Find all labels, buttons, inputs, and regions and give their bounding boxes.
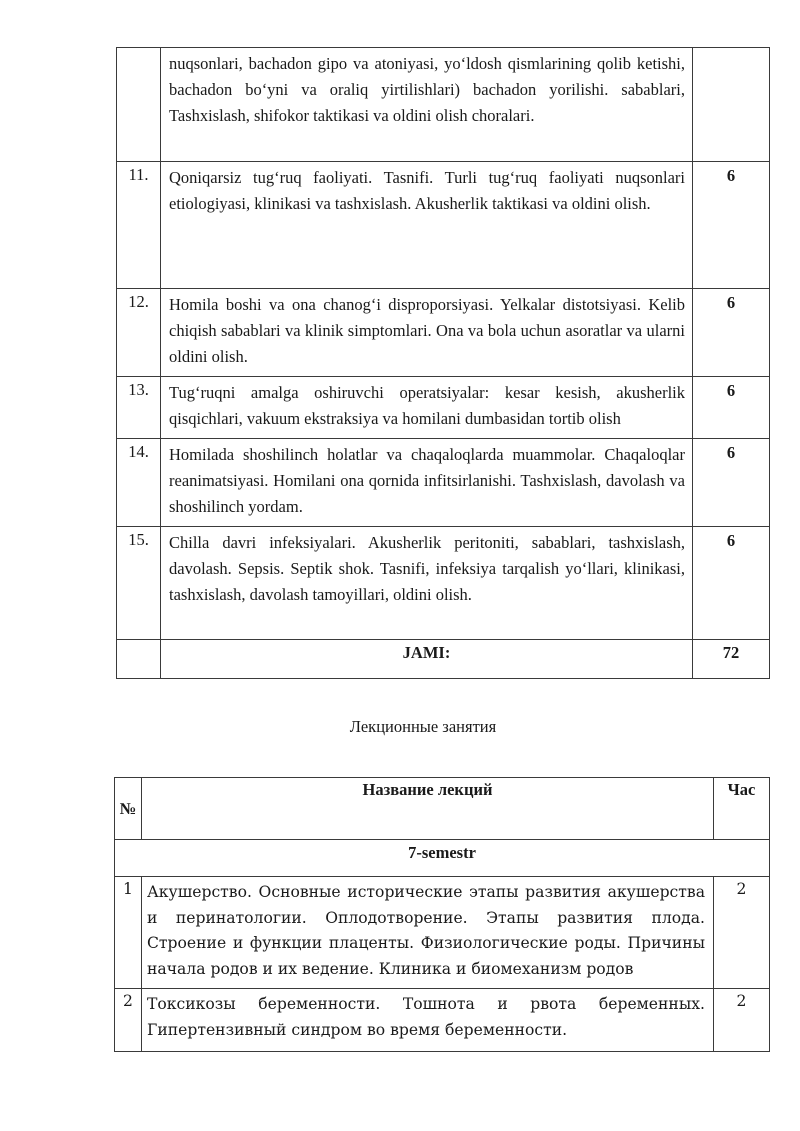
lectures-table [114,777,770,1052]
row-number: 12. [117,289,161,377]
table-row [115,877,770,989]
hours-cell: 2 [714,877,770,989]
table-row [117,439,770,527]
hours-cell [693,48,770,162]
table-row [117,527,770,640]
row-number: 14. [117,439,161,527]
total-label: JAMI: [161,640,693,679]
table-row [117,162,770,289]
lecture-text: Акушерство. Основные исторические этапы развития акушерства и перинатологии. Оплодотворение. Этапы развития плода. Строение и функции плаценты. Физиологические роды. Причины начала родов и их ведение. Клиника и биомеханизм родов [142,877,714,989]
semester-row [115,840,770,877]
header-row [115,778,770,840]
table-row [117,377,770,439]
hours-cell: 6 [693,439,770,527]
total-row [117,640,770,679]
topics-table [116,47,770,679]
header-number: № [115,778,142,840]
table-row [115,989,770,1052]
row-number [117,48,161,162]
topic-text: nuqsonlari, bachadon gipo va atoniyasi, yo‘ldosh qismlarining qolib ketishi, bachadon bo‘yni va oraliq yirtilishlari) bachadon yorilishi. sabablari, Tashxislash, shifokor taktikasi va oldini olish choralari. [161,48,693,162]
hours-cell: 6 [693,527,770,640]
row-number: 15. [117,527,161,640]
topic-text: Homila boshi va ona chanog‘i disproporsiyasi. Yelkalar distotsiyasi. Kelib chiqish sabablari va klinik simptomlari. Ona va bola uchun asoratlar va ularni oldini olish. [161,289,693,377]
header-hours: Час [714,778,770,840]
topic-text: Qoniqarsiz tug‘ruq faoliyati. Tasnifi. Turli tug‘ruq faoliyati nuqsonlari etiologiyasi, klinikasi va tashxislash. Akusherlik taktikasi va oldini olish. [161,162,693,289]
hours-cell: 6 [693,289,770,377]
hours-cell: 2 [714,989,770,1052]
hours-cell: 6 [693,162,770,289]
topic-text: Chilla davri infeksiyalari. Akusherlik peritoniti, sabablari, tashxislash, davolash. Sepsis. Septik shok. Tasnifi, infeksiya tarqalish yo‘llari, klinikasi, tashxislash, davolash tamoyillari, oldini olish. [161,527,693,640]
header-title: Название лекций [142,778,714,840]
table-row [117,289,770,377]
row-number: 11. [117,162,161,289]
row-number: 1 [115,877,142,989]
lecture-text: Токсикозы беременности. Тошнота и рвота беременных. Гипертензивный синдром во время беременности. [142,989,714,1052]
semester-label: 7-semestr [115,840,770,877]
table-row [117,48,770,162]
section-caption: Лекционные занятия [349,717,497,736]
row-number [117,640,161,679]
row-number: 13. [117,377,161,439]
topic-text: Tug‘ruqni amalga oshiruvchi operatsiyalar: kesar kesish, akusherlik qisqichlari, vakuum ekstraksiya va homilani dumbasidan tortib olish [161,377,693,439]
hours-cell: 6 [693,377,770,439]
total-hours: 72 [693,640,770,679]
topic-text: Homilada shoshilinch holatlar va chaqaloqlarda muammolar. Chaqaloqlar reanimatsiyasi. Homilani ona qornida infitsirlanishi. Tashxislash, davolash va shoshilinch yordam. [161,439,693,527]
row-number: 2 [115,989,142,1052]
